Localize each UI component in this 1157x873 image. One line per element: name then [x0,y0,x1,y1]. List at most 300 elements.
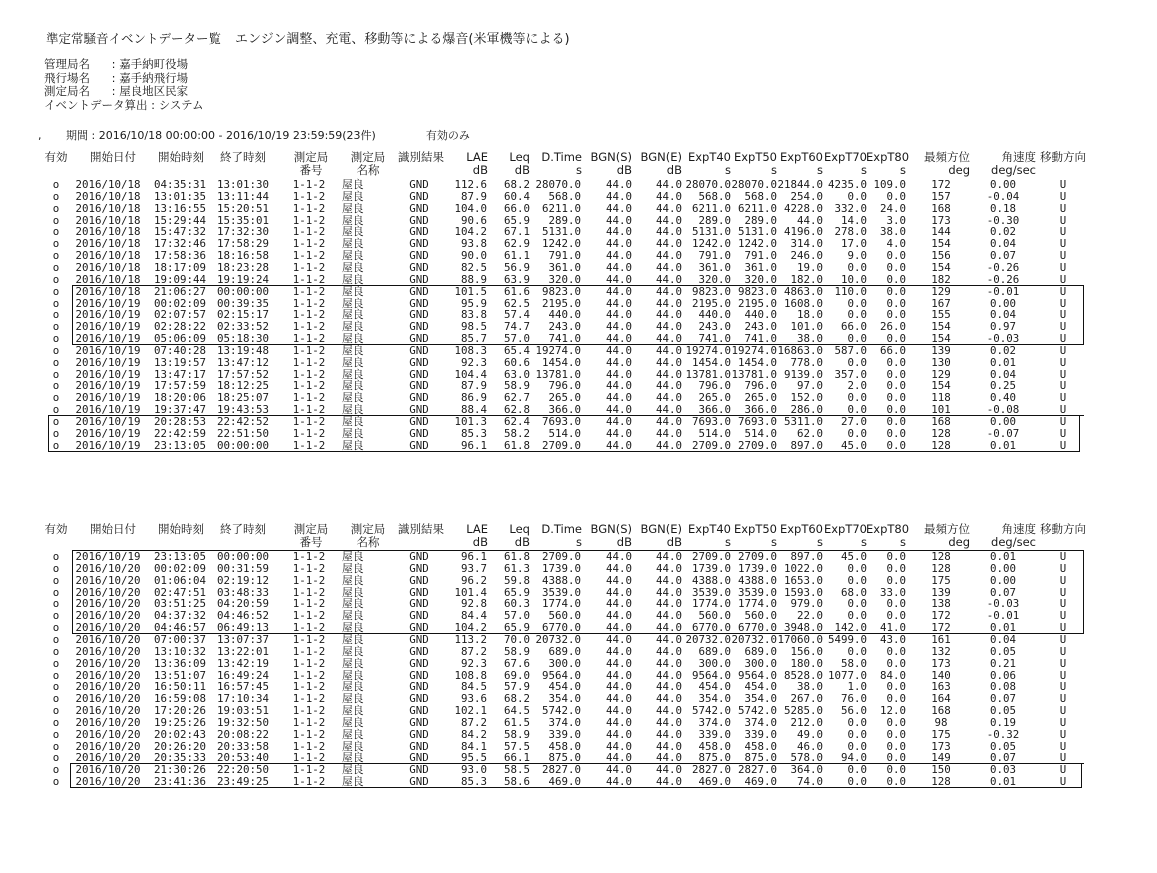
table-cell: 0.0 [886,308,906,322]
table-cell: 2.0 [847,379,867,393]
table-cell: 0.0 [886,561,906,575]
table-cell: 44.0 [605,178,632,191]
table-cell: 18:23:28 [216,260,269,274]
table-row [0,440,1157,452]
table-cell: 339.0 [698,727,731,741]
divider-line [72,763,1084,764]
table-cell: 1-1-2 [292,751,326,765]
meta-block [44,58,204,112]
table-cell: 587.0 [834,343,867,357]
table-cell: 15:29:44 [153,213,206,227]
table-cell: 94.0 [840,751,867,765]
table-cell: o [52,201,60,215]
table-cell: 152.0 [790,391,823,405]
table-cell: 44.0 [605,644,632,658]
table-cell: o [52,367,60,381]
table-cell: 113.2 [454,632,487,646]
table-cell: 44.0 [655,597,682,611]
title-subtitle: エンジン調整、充電、移動等による爆音(米軍機等による) [235,32,570,47]
table-cell: 440.0 [744,308,777,322]
table-cell: o [52,415,60,428]
table-cell: 156 [931,249,951,263]
table-cell: 61.3 [503,561,530,575]
table-cell: 23:49:25 [216,775,269,789]
table-cell: U [1059,403,1067,417]
table-cell: 61.8 [503,550,530,563]
table-cell: 0.0 [886,438,906,452]
table-cell: 13:47:12 [216,355,269,369]
table-cell: 173 [931,739,951,753]
table-cell: 87.2 [460,644,487,658]
table-cell: 2016/10/18 [75,178,141,191]
table-cell: 354.0 [744,692,777,706]
table-cell: 15:20:51 [216,201,269,215]
column-header-unit: dB [472,163,488,177]
table-cell: 332.0 [834,201,867,215]
table-cell: 265.0 [548,391,581,405]
table-cell: 514.0 [744,426,777,440]
column-header-label: LAE [466,150,488,164]
table-cell: 6770.0 [691,621,731,635]
meta-line [44,72,204,86]
table-cell: 2709.0 [541,438,581,452]
table-cell: 101.3 [454,415,487,428]
table-cell: 44.0 [655,775,682,789]
table-cell: 469.0 [744,775,777,789]
table-cell: U [1059,320,1067,334]
table-cell: 44.0 [605,751,632,765]
table-cell: 屋良 [342,704,364,718]
table-cell: 3948.0 [783,621,823,635]
table-cell: 1774.0 [691,597,731,611]
table-cell: 屋良 [342,296,364,310]
table-cell: 5742.0 [737,704,777,718]
table-cell: 875.0 [744,751,777,765]
column-header-unit: deg/sec [991,535,1036,549]
table-cell: GND [409,692,429,706]
table-cell: GND [409,763,429,777]
table-cell: 796.0 [744,379,777,393]
table-cell: U [1059,284,1067,298]
table-cell: 93.0 [460,763,487,777]
table-cell: 屋良 [342,320,364,334]
table-cell: 0.00 [989,178,1016,191]
table-cell: 20:53:40 [216,751,269,765]
table-cell: o [52,343,60,357]
table-cell: 9564.0 [541,668,581,682]
table-cell: 138 [931,597,951,611]
table-cell: GND [409,561,429,575]
table-cell: 0.01 [989,775,1016,789]
table-cell: 44.0 [605,237,632,251]
table-cell: GND [409,775,429,789]
column-header-unit: s [900,163,906,177]
table-cell: 13:10:32 [153,644,206,658]
table-cell: 320.0 [548,272,581,286]
table-cell: 0.00 [989,573,1016,587]
period-label: 期間 [66,129,88,142]
meta-value: 嘉手納町役場 [119,57,189,71]
table-cell: 70.0 [503,632,530,646]
table-cell: 0.0 [847,332,867,346]
table-cell: U [1059,391,1067,405]
table-cell: 57.9 [503,680,530,694]
table-cell: 0.07 [989,249,1016,263]
table-cell: o [52,272,60,286]
table-cell: 23:41:36 [153,775,206,789]
table-cell: 44.0 [605,550,632,563]
table-cell: 796.0 [548,379,581,393]
table-cell: 514.0 [548,426,581,440]
table-cell: 屋良 [342,597,364,611]
column-header-unit: s [576,535,582,549]
table-cell: 0.0 [886,260,906,274]
table-cell: 1-1-2 [292,632,326,646]
table-cell: GND [409,426,429,440]
table-cell: 2709.0 [691,438,731,452]
column-header-label: ExpT60 [779,522,823,536]
table-cell: 屋良 [342,367,364,381]
table-cell: 289.0 [548,213,581,227]
table-cell: 95.9 [460,296,487,310]
table-cell: 03:48:33 [216,585,269,599]
table-cell: 104.4 [454,367,487,381]
table-cell: 屋良 [342,632,364,646]
table-cell: U [1059,415,1067,428]
table-cell: GND [409,296,429,310]
table-cell: 440.0 [698,308,731,322]
table-cell: 44.0 [655,751,682,765]
table-cell: 44.0 [605,680,632,694]
table-cell: 88.4 [460,403,487,417]
table-cell: 265.0 [698,391,731,405]
table-cell: 139 [931,343,951,357]
column-header-label: 開始時刻 [158,150,204,164]
meta-separator: : [108,70,120,85]
table-cell: 屋良 [342,201,364,215]
table-cell: 44.0 [655,763,682,777]
table-cell: 44.0 [655,415,682,428]
table-cell: 0.0 [847,597,867,611]
table-cell: 689.0 [744,644,777,658]
table-row [0,274,1157,286]
table-cell: 1454.0 [541,355,581,369]
table-cell: 96.1 [460,550,487,563]
table-cell: 44.0 [655,343,682,357]
table-cell: 44.0 [605,573,632,587]
column-header-unit: dB [514,535,530,549]
table-cell: 175 [931,727,951,741]
column-header-label: Leq [509,150,530,164]
table-cell: 44.0 [605,272,632,286]
table-cell: GND [409,668,429,682]
table-row [0,575,1157,587]
column-header-label: 終了時刻 [220,150,266,164]
table-cell: 2016/10/18 [75,284,141,298]
table-cell: 44.0 [655,296,682,310]
table-cell: 33.0 [879,585,906,599]
column-header-unit: s [861,163,867,177]
table-cell: 00:00:00 [216,550,269,563]
column-header-label: ExpT50 [733,150,777,164]
table-cell: 1-1-2 [292,403,326,417]
table-cell: 278.0 [834,225,867,239]
column-header-unit: deg [948,535,970,549]
table-cell: 58.9 [503,644,530,658]
table-cell: 2016/10/18 [75,260,141,274]
table-cell: 560.0 [548,609,581,623]
table-cell: 17:10:34 [216,692,269,706]
table-cell: 85.3 [460,775,487,789]
table-cell: 41.0 [879,621,906,635]
table-cell: 76.0 [840,692,867,706]
table-cell: 2016/10/20 [75,751,141,765]
table-cell: 07:00:37 [153,632,206,646]
table-cell: 2016/10/20 [75,680,141,694]
table-cell: GND [409,379,429,393]
table-cell: 98.5 [460,320,487,334]
table-cell: 98 [934,715,948,729]
table-cell: 屋良 [342,715,364,729]
table-cell: 13:42:19 [216,656,269,670]
column-header-unit: s [725,535,731,549]
table-cell: 0.0 [847,715,867,729]
table-cell: U [1059,727,1067,741]
table-row [0,729,1157,741]
table-cell: 0.0 [847,644,867,658]
column-header-label: 角速度 [1001,522,1036,536]
table-cell: U [1059,632,1067,646]
table-cell: 4228.0 [783,201,823,215]
table-cell: 93.7 [460,561,487,575]
table-cell: 5131.0 [737,225,777,239]
table-cell: 1-1-2 [292,308,326,322]
table-cell: 2016/10/20 [75,692,141,706]
table-cell: o [52,609,60,623]
table-cell: 61.5 [503,715,530,729]
table-cell: 44.0 [655,260,682,274]
table-cell: 102.1 [454,704,487,718]
table-cell: GND [409,727,429,741]
table-cell: 13:01:30 [216,178,269,191]
table-cell: 13:51:07 [153,668,206,682]
table-cell: 778.0 [790,355,823,369]
table-cell: 13781.0 [685,367,731,381]
table-cell: 17:20:26 [153,704,206,718]
table-cell: 3539.0 [541,585,581,599]
table-cell: 0.0 [886,332,906,346]
table-cell: 0.0 [847,355,867,369]
table-cell: 19:32:50 [216,715,269,729]
table-cell: 20732.0 [731,632,777,646]
table-cell: 19274.0 [731,343,777,357]
table-cell: 339.0 [744,727,777,741]
table-cell: 1-1-2 [292,391,326,405]
table-cell: 20:28:53 [153,415,206,428]
table-cell: U [1059,426,1067,440]
table-cell: 7693.0 [541,415,581,428]
table-cell: o [52,597,60,611]
table-cell: 1-1-2 [292,355,326,369]
table-cell: 58.9 [503,727,530,741]
table-cell: 28070.0 [535,178,581,191]
table-cell: 1-1-2 [292,644,326,658]
table-cell: 2016/10/19 [75,379,141,393]
table-cell: 741.0 [698,332,731,346]
table-cell: 9823.0 [691,284,731,298]
table-cell: 2016/10/19 [75,308,141,322]
table-cell: 2016/10/19 [75,367,141,381]
table-cell: 69.0 [503,668,530,682]
table-cell: 1593.0 [783,585,823,599]
table-cell: 458.0 [698,739,731,753]
table-cell: 02:33:52 [216,320,269,334]
table-cell: 44.0 [655,739,682,753]
table-cell: 155 [931,308,951,322]
table-cell: 6770.0 [541,621,581,635]
meta-line [44,85,204,99]
table-cell: 19274.0 [685,343,731,357]
table-cell: 18:16:58 [216,249,269,263]
table-header [0,523,1157,551]
table-cell: 92.8 [460,597,487,611]
table-cell: 167 [931,296,951,310]
table-cell: 58.6 [503,775,530,789]
table-cell: 56.9 [503,260,530,274]
table-cell: o [52,225,60,239]
table-cell: 1-1-2 [292,763,326,777]
table-cell: 0.0 [847,763,867,777]
table-cell: 74.7 [503,320,530,334]
table-cell: 02:28:22 [153,320,206,334]
table-cell: U [1059,644,1067,658]
table-cell: U [1059,296,1067,310]
table-cell: 43.0 [879,632,906,646]
table-cell: 65.4 [503,343,530,357]
table-cell: 04:46:52 [216,609,269,623]
table-cell: U [1059,680,1067,694]
table-cell: GND [409,621,429,635]
table-cell: 18.0 [796,308,823,322]
table-cell: GND [409,391,429,405]
table-cell: 90.0 [460,249,487,263]
table-cell: 屋良 [342,260,364,274]
table-cell: 4388.0 [541,573,581,587]
table-cell: 101.4 [454,585,487,599]
table-cell: 110.0 [834,284,867,298]
table-cell: 168 [931,704,951,718]
table-cell: 44.0 [655,249,682,263]
table-cell: 172 [931,621,951,635]
table-cell: 屋良 [342,213,364,227]
table-cell: 90.6 [460,213,487,227]
table-cell: 44.0 [605,391,632,405]
table-cell: GND [409,332,429,346]
table-cell: U [1059,237,1067,251]
table-cell: 44.0 [605,355,632,369]
table-cell: 44.0 [605,632,632,646]
table-cell: 6211.0 [691,201,731,215]
table-cell: 屋良 [342,438,364,452]
table-cell: 44.0 [655,621,682,635]
table-cell: 66.1 [503,751,530,765]
table-cell: -0.08 [986,403,1020,417]
table-cell: 796.0 [698,379,731,393]
table-cell: 屋良 [342,379,364,393]
table-cell: o [52,308,60,322]
table-cell: U [1059,561,1067,575]
table-cell: 0.0 [847,573,867,587]
table-cell: U [1059,621,1067,635]
table-cell: 354.0 [548,692,581,706]
table-cell: U [1059,585,1067,599]
table-cell: 4863.0 [783,284,823,298]
table-cell: 154 [931,332,951,346]
table-cell: 2016/10/19 [75,320,141,334]
table-cell: 92.3 [460,656,487,670]
table-cell: 1-1-2 [292,260,326,274]
table-cell: 300.0 [744,656,777,670]
table-cell: 93.8 [460,237,487,251]
table-cell: 61.8 [503,438,530,452]
table-cell: 1-1-2 [292,668,326,682]
table-cell: 361.0 [744,260,777,274]
table-cell: 38.0 [796,332,823,346]
table-cell: 84.0 [879,668,906,682]
table-cell: 87.9 [460,379,487,393]
table-cell: 2016/10/18 [75,189,141,203]
table-cell: 0.00 [989,415,1016,428]
table-cell: 243.0 [698,320,731,334]
table-cell: 57.5 [503,739,530,753]
table-cell: 314.0 [790,237,823,251]
table-cell: 8528.0 [783,668,823,682]
table-cell: o [52,296,60,310]
table-cell: 44.0 [655,332,682,346]
table-cell: 172 [931,178,951,191]
table-cell: 95.5 [460,751,487,765]
table-cell: 154 [931,379,951,393]
table-cell: 791.0 [698,249,731,263]
table-cell: 44.0 [605,260,632,274]
table-cell: -0.03 [986,597,1020,611]
table-row [0,286,1157,298]
table-cell: 0.08 [989,680,1016,694]
table-cell: 82.5 [460,260,487,274]
column-header-unit: 名称 [356,535,380,549]
table-cell: o [52,751,60,765]
column-header-label: ExpT80 [866,522,910,536]
scan-mark: , [38,129,42,142]
table-cell: 6211.0 [541,201,581,215]
table-cell: 2016/10/18 [75,201,141,215]
table-row [0,658,1157,670]
table-cell: 62.8 [503,403,530,417]
meta-value: 屋良地区民家 [119,84,189,98]
column-header-label: 測定局 [293,150,329,164]
table-cell: 104.2 [454,621,487,635]
table-cell: 00:02:09 [153,561,206,575]
table-cell: 04:35:31 [153,178,206,191]
table-cell: 0.00 [989,561,1016,575]
table-cell: 1608.0 [783,296,823,310]
column-header-label: 移動方向 [1040,150,1086,164]
table-cell: 791.0 [744,249,777,263]
table-cell: 1-1-2 [292,296,326,310]
table-cell: 139 [931,585,951,599]
table-cell: 66.0 [503,201,530,215]
table-cell: 2195.0 [737,296,777,310]
